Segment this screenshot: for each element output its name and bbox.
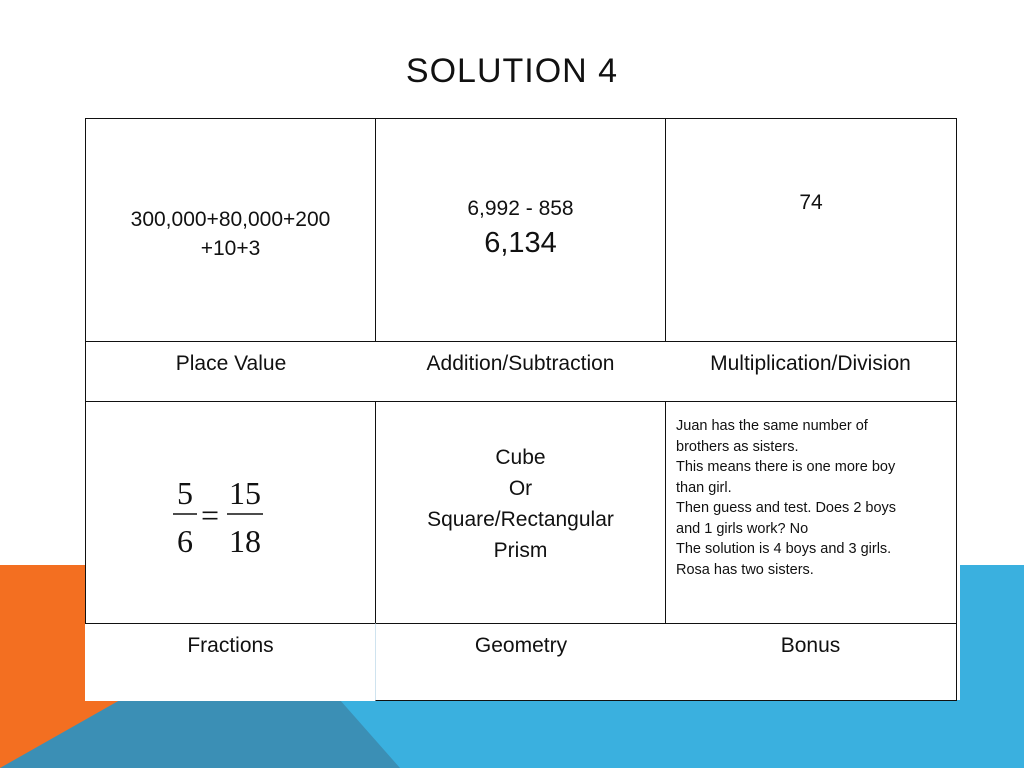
place-value-answer-line2: +10+3: [200, 237, 261, 260]
page-title: SOLUTION 4: [405, 52, 619, 90]
left-numerator: 5: [177, 475, 193, 511]
category-label: Multiplication/Division: [710, 352, 911, 375]
geometry-line: Square/Rectangular: [427, 508, 614, 531]
category-place-value: [85, 341, 376, 402]
geometry-answer-cell: [375, 401, 666, 624]
multiplication-division-answer-cell: [665, 118, 957, 342]
subtraction-expression: 6,992 - 858: [467, 197, 574, 220]
subtraction-answer: 6,134: [484, 227, 557, 259]
bonus-line: The solution is 4 boys and 3 girls.: [676, 541, 892, 557]
category-addition-subtraction: [375, 341, 666, 402]
bonus-line: Rosa has two sisters.: [676, 561, 814, 578]
bonus-line: Juan has the same number of: [676, 418, 868, 434]
bonus-answer-cell: [665, 401, 957, 624]
fraction-equation: [171, 472, 271, 562]
category-label: Place Value: [175, 352, 287, 375]
solution-grid: [85, 118, 957, 701]
right-denominator: 18: [229, 523, 261, 559]
category-label: Fractions: [187, 634, 274, 657]
category-label: Bonus: [780, 634, 841, 657]
category-bonus: [665, 623, 957, 701]
bonus-line: than girl.: [676, 479, 732, 496]
geometry-line: Prism: [493, 539, 548, 562]
bonus-line: This means there is one more boy: [676, 459, 896, 475]
category-fractions: [85, 623, 376, 701]
addition-subtraction-answer-cell: [375, 118, 666, 342]
category-geometry: [375, 623, 666, 701]
bonus-answer: [676, 416, 948, 580]
category-label: Geometry: [474, 634, 568, 657]
category-multiplication-division: [665, 341, 957, 402]
right-numerator: 15: [229, 475, 261, 511]
geometry-line: Cube: [495, 446, 546, 469]
place-value-answer-line1: 300,000+80,000+200: [130, 208, 331, 231]
place-value-answer-cell: [85, 118, 376, 342]
place-value-answer: [86, 205, 375, 263]
bonus-line: Then guess and test. Does 2 boys: [676, 500, 897, 516]
geometry-answer: [376, 442, 665, 566]
category-label: Addition/Subtraction: [426, 352, 615, 375]
left-denominator: 6: [177, 523, 193, 559]
bonus-line: and 1 girls work? No: [676, 520, 809, 537]
geometry-line: Or: [508, 477, 533, 500]
multiplication-answer: 74: [799, 191, 823, 214]
equals-sign: =: [201, 497, 220, 533]
fractions-answer-cell: [85, 401, 376, 624]
bonus-line: brothers as sisters.: [676, 438, 799, 455]
